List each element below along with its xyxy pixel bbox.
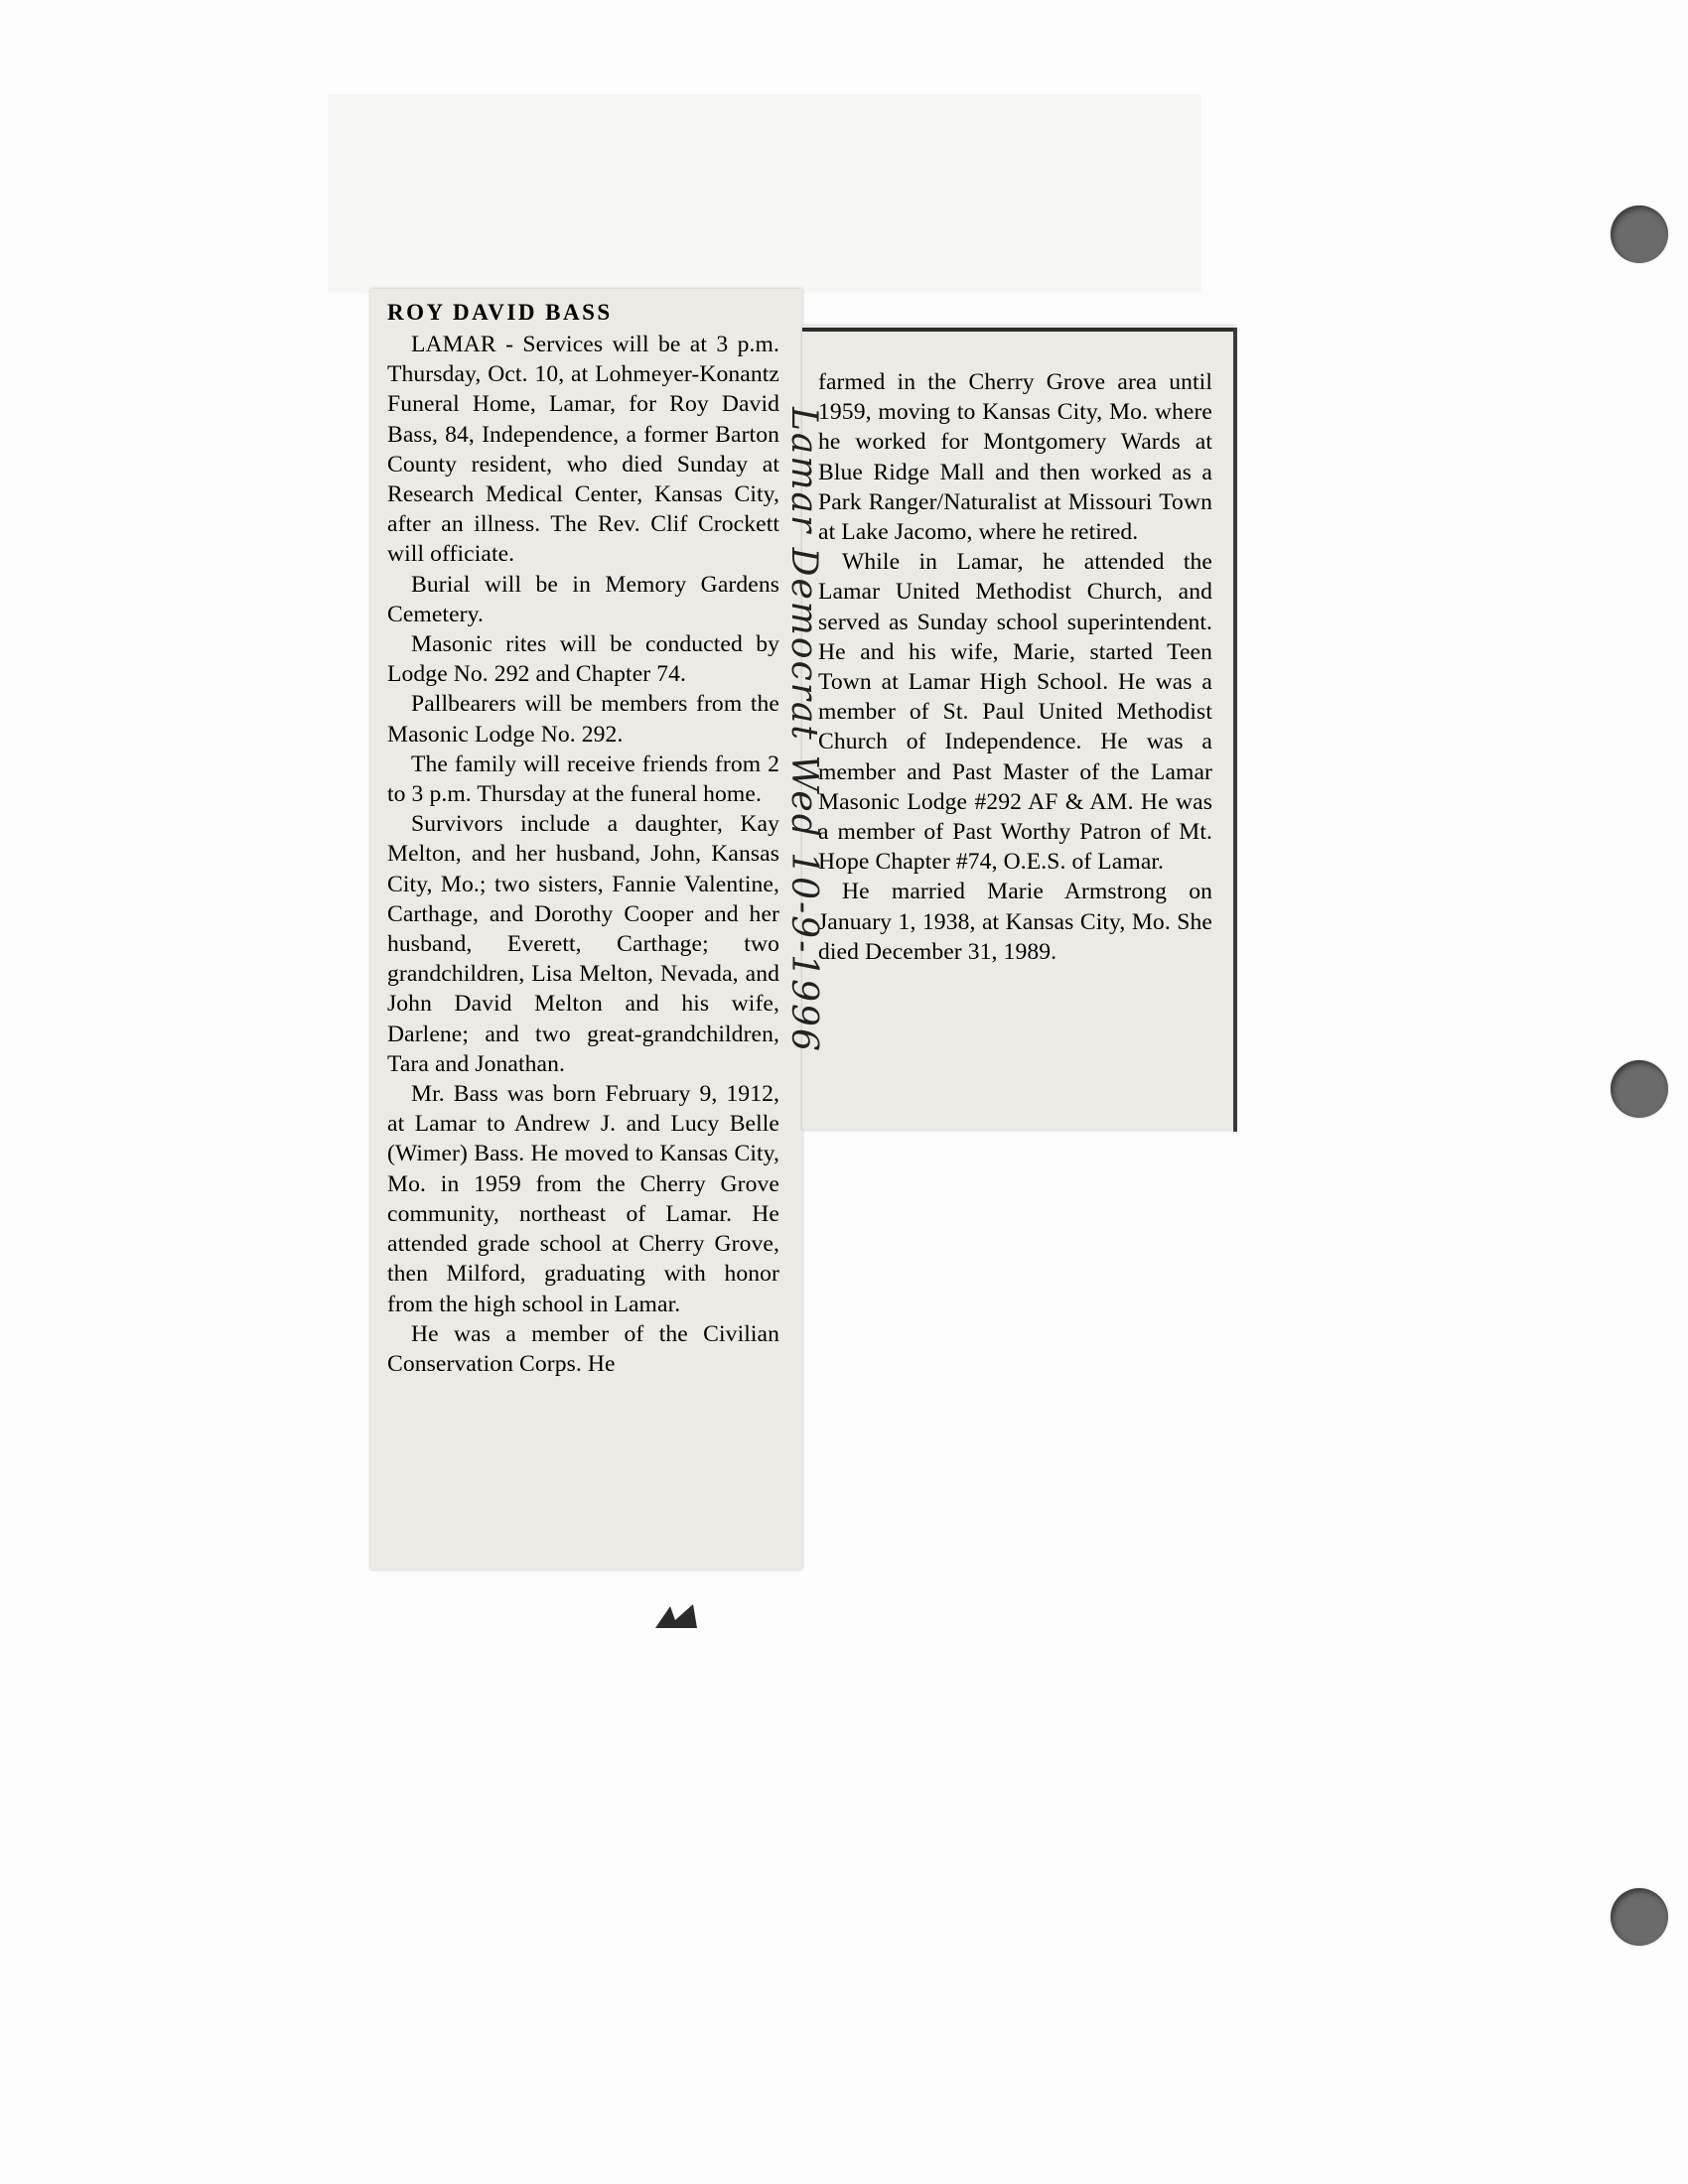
obituary-column-2: [818, 367, 1212, 967]
paragraph-4: Pallbearers will be members from the Masonic Lodge No. 292.: [387, 691, 779, 748]
punch-hole-bottom: [1611, 1888, 1668, 1946]
paragraph-9: farmed in the Cherry Grove area until 1959, moving to Kansas City, Mo. where he worked for Montgomery Wards at Blue Ridge Mall and then worked as a Park Ranger/Naturalist at Missouri Town at Lake Jacomo, where he retired.: [818, 369, 1212, 546]
obituary-headline: ROY DAVID BASS: [387, 300, 613, 325]
paragraph-5: The family will receive friends from 2 to 3 p.m. Thursday at the funeral home.: [387, 751, 779, 808]
paragraph-1: LAMAR - Services will be at 3 p.m. Thursday, Oct. 10, at Lohmeyer-Konantz Funeral Home, Lamar, for Roy David Bass, 84, Independence, a former Barton County resident, who died Sunday at Research Medical Center, Kansas City, after an illness. The Rev. Clif Crockett will officiate.: [387, 332, 779, 568]
paper-scrap-mark: [645, 1598, 705, 1638]
paragraph-2: Burial will be in Memory Gardens Cemetery.: [387, 571, 779, 627]
handwritten-source-note: Lamar Democrat Wed 10-9-1996: [783, 407, 824, 1053]
column-rule: [802, 328, 1235, 332]
paragraph-8: He was a member of the Civilian Conservation Corps. He: [387, 1320, 779, 1377]
obituary-column-1: [387, 298, 779, 1379]
bleed-through-area: [328, 94, 1201, 293]
paragraph-6: Survivors include a daughter, Kay Melton, and her husband, John, Kansas City, Mo.; two sisters, Fannie Valentine, Carthage, and Dorothy Cooper and her husband, Everett, Carthage; two grandchildren, Lisa Melton, Nevada, and John David Melton and his wife, Darlene; and two great-grandchildren, Tara and Jonathan.: [387, 811, 779, 1077]
paragraph-3: Masonic rites will be conducted by Lodge No. 292 and Chapter 74.: [387, 631, 779, 688]
paragraph-7: Mr. Bass was born February 9, 1912, at Lamar to Andrew J. and Lucy Belle (Wimer) Bass. He moved to Kansas City, Mo. in 1959 from the Cherry Grove community, northeast of Lamar. He attended grade school at Cherry Grove, then Milford, graduating with honor from the high school in Lamar.: [387, 1081, 779, 1317]
punch-hole-middle: [1611, 1060, 1668, 1118]
paragraph-11: He married Marie Armstrong on January 1, 1938, at Kansas City, Mo. She died December 31, 1989.: [818, 879, 1212, 965]
column-rule-right: [1233, 328, 1237, 1132]
punch-hole-top: [1611, 205, 1668, 263]
paragraph-10: While in Lamar, he attended the Lamar United Methodist Church, and served as Sunday school superintendent. He and his wife, Marie, started Teen Town at Lamar High School. He was a member of St. Paul United Methodist Church of Independence. He was a member and Past Master of the Lamar Masonic Lodge #292 AF & AM. He was a member of Past Worthy Patron of Mt. Hope Chapter #74, O.E.S. of Lamar.: [818, 549, 1212, 876]
